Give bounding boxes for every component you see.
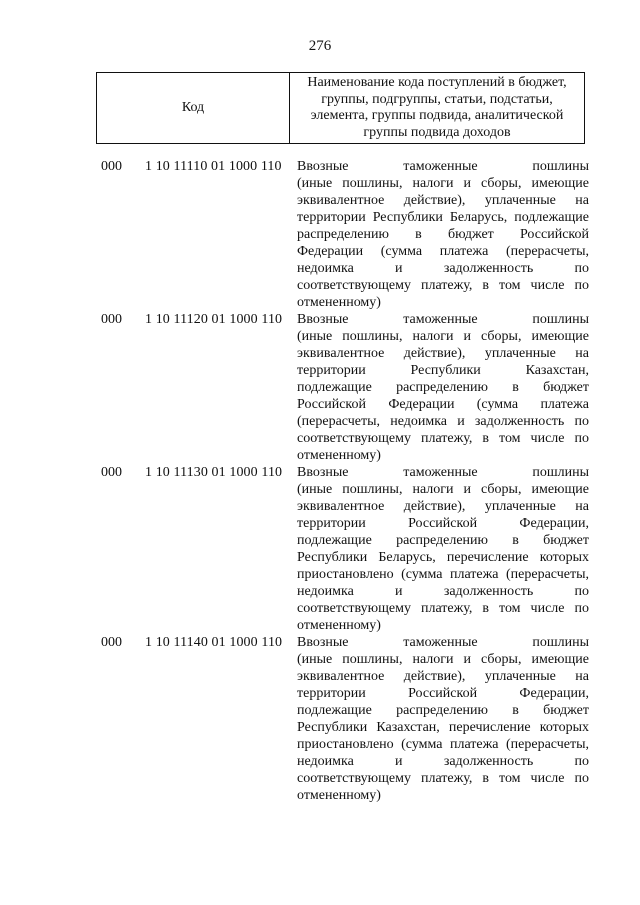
row-prefix: 000	[101, 635, 122, 650]
row-description	[297, 464, 589, 634]
description-line: Ввозные таможенные пошлины	[297, 312, 589, 327]
description-line: недоимка и задолженность по	[297, 261, 589, 276]
description-line: территории Республики Беларусь, подлежащие	[297, 210, 589, 225]
description-line: эквивалентное действие), уплаченные на	[297, 669, 589, 684]
description-line: распределению в бюджет Российской	[297, 227, 589, 242]
table-row	[101, 158, 591, 311]
description-line: Российской Федерации (сумма платежа	[297, 397, 589, 412]
table-row	[101, 634, 591, 804]
row-code: 1 10 11120 01 1000 110	[145, 312, 283, 327]
row-prefix: 000	[101, 312, 122, 327]
description-line: соответствующему платежу, в том числе по	[297, 431, 589, 446]
description-line: Ввозные таможенные пошлины	[297, 465, 589, 480]
row-description	[297, 634, 589, 804]
description-line: эквивалентное действие), уплаченные на	[297, 499, 589, 514]
description-line: отмененному)	[297, 618, 381, 633]
description-line: Федерации (сумма платежа (перерасчеты,	[297, 244, 589, 259]
header-name-label: Наименование кода поступлений в бюджет, группы, подгруппы, статьи, подстатьи, элемента, группы подвида, аналитической группы подвида доходов	[307, 75, 567, 140]
description-line: (иные пошлины, налоги и сборы, имеющие	[297, 176, 589, 191]
table-row	[101, 464, 591, 634]
description-line: Ввозные таможенные пошлины	[297, 635, 589, 650]
row-description	[297, 311, 589, 464]
description-line: эквивалентное действие), уплаченные на	[297, 193, 589, 208]
table-body	[101, 158, 591, 804]
row-description	[297, 158, 589, 311]
row-prefix: 000	[101, 159, 122, 174]
description-line: Ввозные таможенные пошлины	[297, 159, 589, 174]
description-line: отмененному)	[297, 295, 381, 310]
header-code-label: Код	[97, 73, 290, 143]
description-line: подлежащие распределению в бюджет	[297, 533, 589, 548]
description-line: (иные пошлины, налоги и сборы, имеющие	[297, 652, 589, 667]
description-line: недоимка и задолженность по	[297, 754, 589, 769]
row-prefix: 000	[101, 465, 122, 480]
description-line: соответствующему платежу, в том числе по	[297, 278, 589, 293]
description-line: (иные пошлины, налоги и сборы, имеющие	[297, 482, 589, 497]
description-line: Республики Казахстан, перечисление которых	[297, 720, 589, 735]
description-line: отмененному)	[297, 788, 381, 803]
page-number: 276	[308, 38, 332, 54]
description-line: отмененному)	[297, 448, 381, 463]
description-line: эквивалентное действие), уплаченные на	[297, 346, 589, 361]
description-line: подлежащие распределению в бюджет	[297, 380, 589, 395]
description-line: приостановлено (сумма платежа (перерасчеты,	[297, 737, 589, 752]
table-header	[96, 72, 585, 144]
description-line: территории Российской Федерации,	[297, 516, 589, 531]
row-code: 1 10 11130 01 1000 110	[145, 465, 283, 480]
description-line: недоимка и задолженность по	[297, 584, 589, 599]
row-code: 1 10 11110 01 1000 110	[145, 159, 282, 174]
description-line: (перерасчеты, недоимка и задолженность по	[297, 414, 589, 429]
description-line: соответствующему платежу, в том числе по	[297, 771, 589, 786]
table-row	[101, 311, 591, 464]
description-line: территории Республики Казахстан,	[297, 363, 589, 378]
description-line: (иные пошлины, налоги и сборы, имеющие	[297, 329, 589, 344]
description-line: Республики Беларусь, перечисление которых	[297, 550, 589, 565]
row-code: 1 10 11140 01 1000 110	[145, 635, 283, 650]
description-line: приостановлено (сумма платежа (перерасчеты,	[297, 567, 589, 582]
description-line: соответствующему платежу, в том числе по	[297, 601, 589, 616]
description-line: подлежащие распределению в бюджет	[297, 703, 589, 718]
description-line: территории Российской Федерации,	[297, 686, 589, 701]
